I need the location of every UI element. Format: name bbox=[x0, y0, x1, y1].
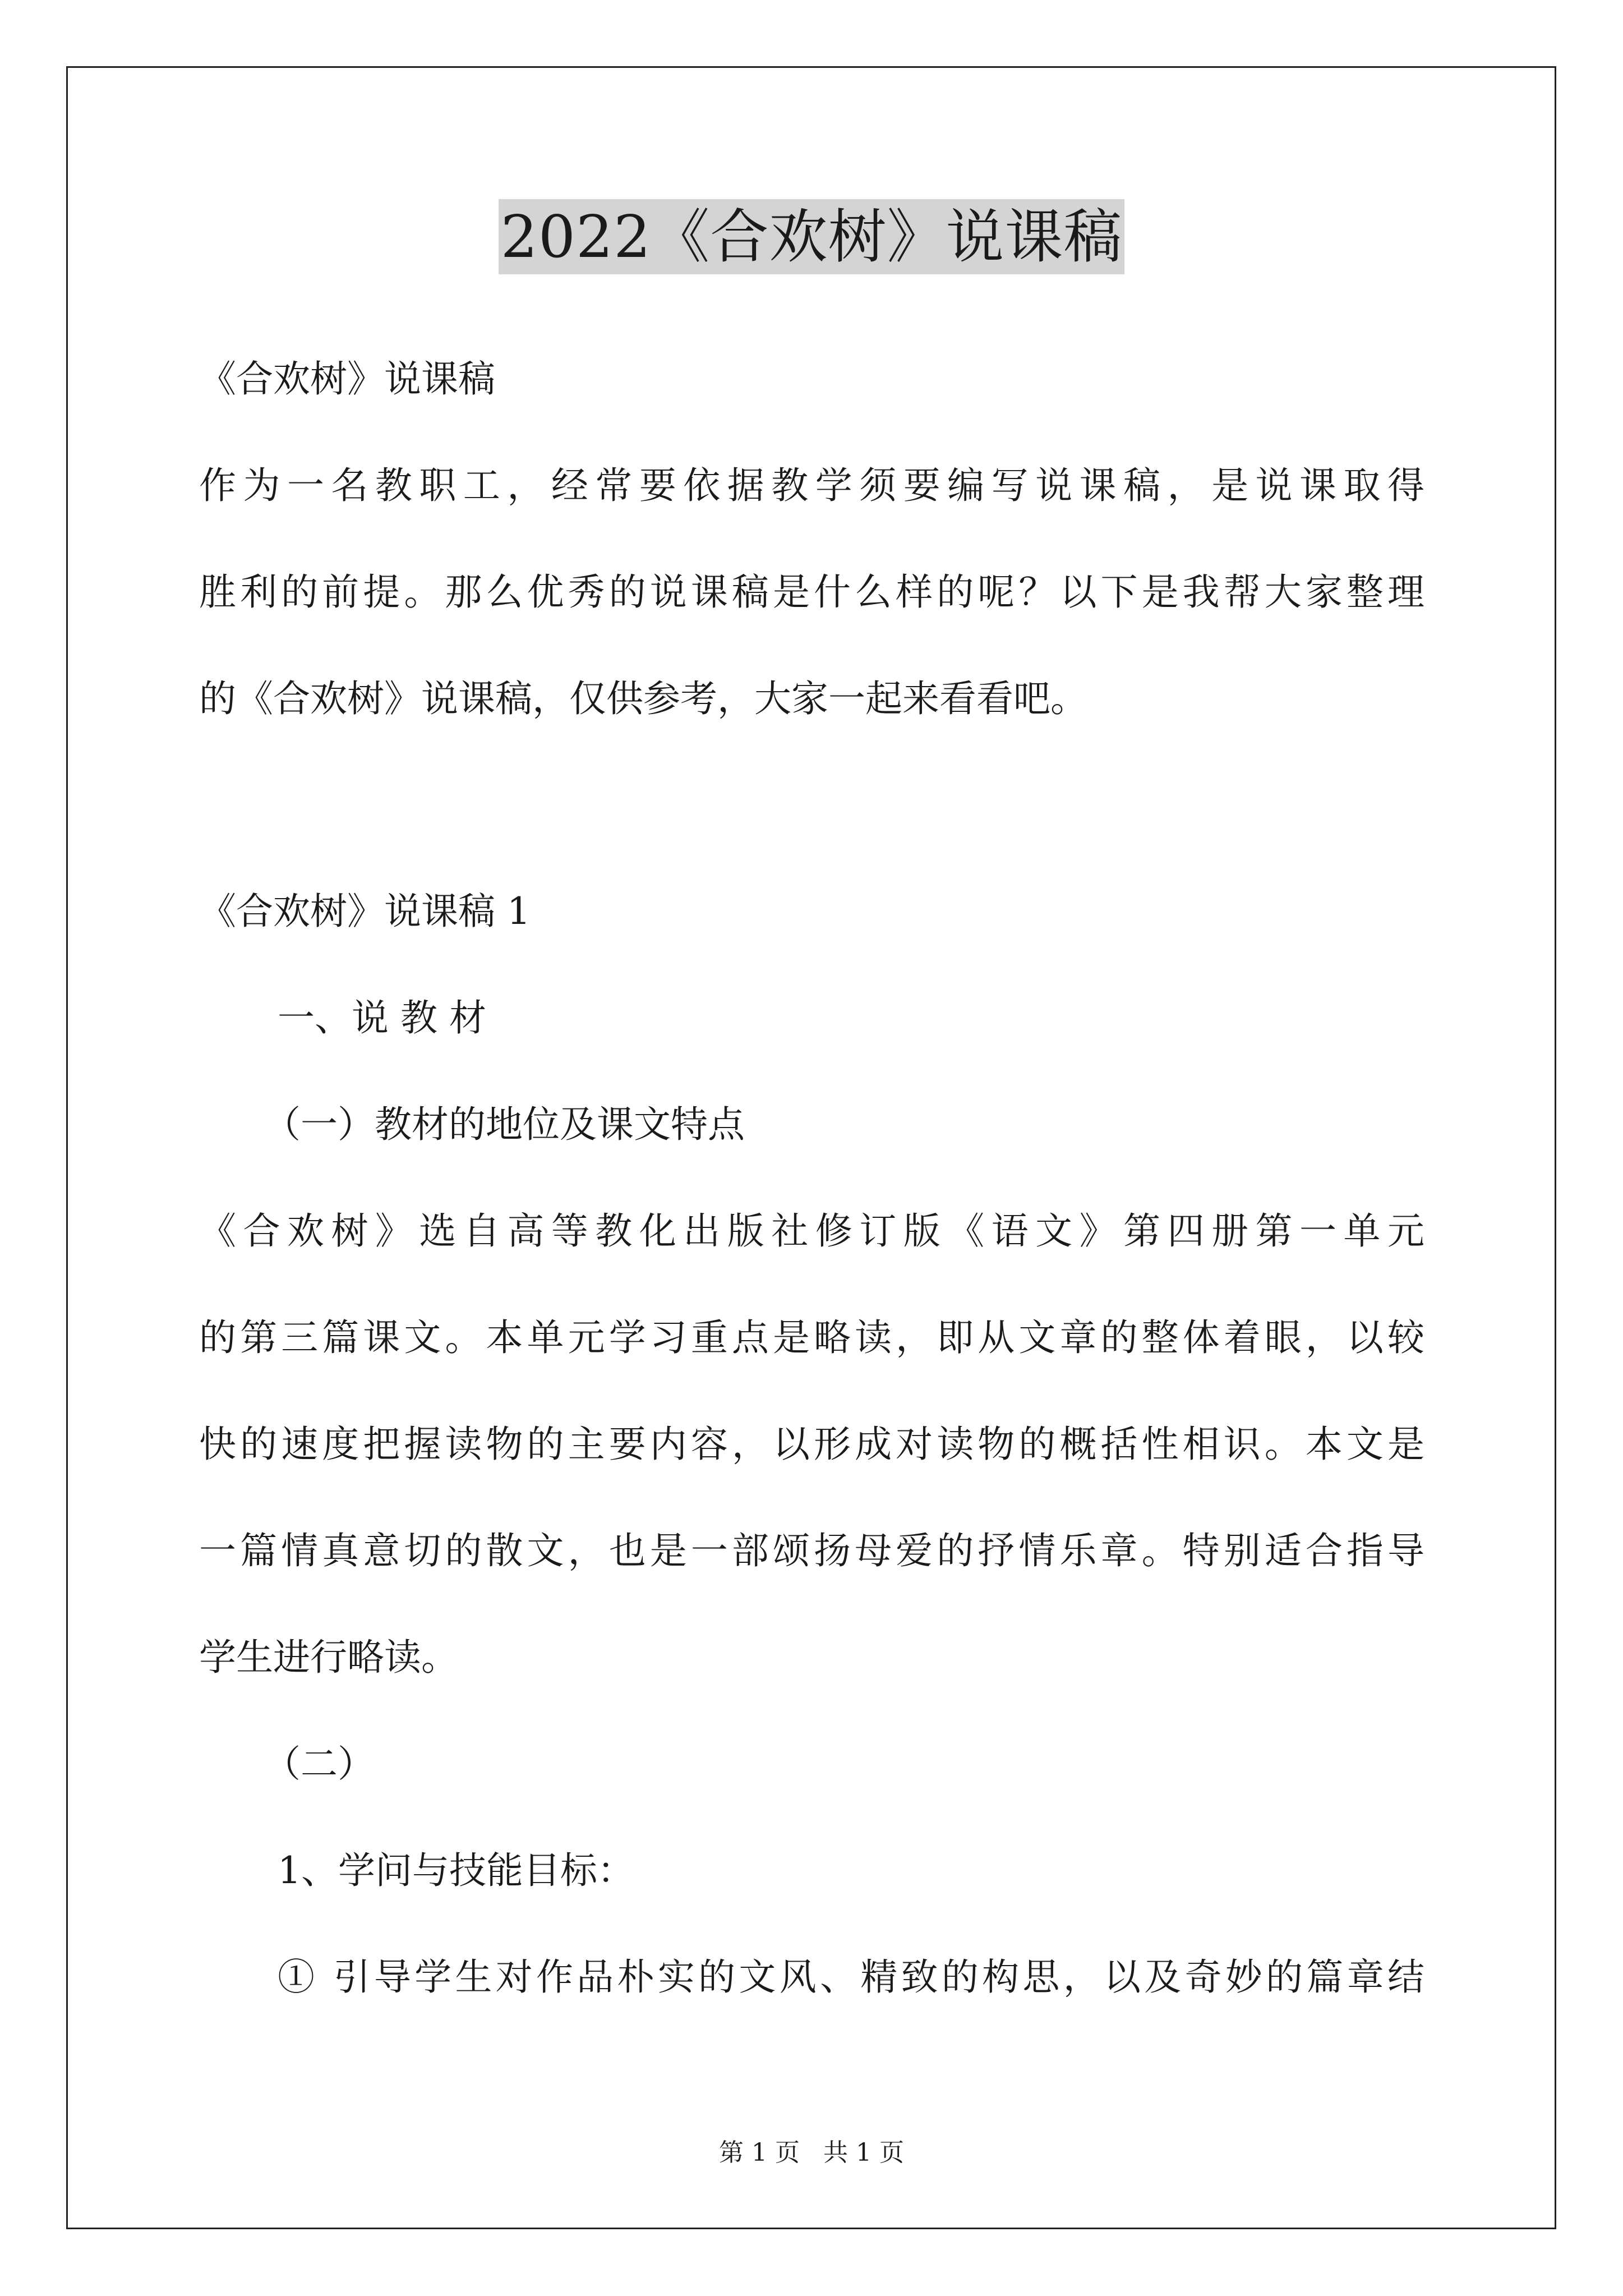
section-heading: 《合欢树》说课稿 1 bbox=[199, 890, 531, 933]
subtitle-line: 《合欢树》说课稿 bbox=[199, 357, 495, 401]
title-container bbox=[0, 199, 1623, 274]
body-line: 一篇情真意切的散文，也是一部颂扬母爱的抒情乐章。特别适合指导 bbox=[199, 1529, 1424, 1572]
body-line: 的《合欢树》说课稿，仅供参考，大家一起来看看吧。 bbox=[199, 677, 1087, 720]
section-heading: 一、说 教 材 bbox=[278, 996, 486, 1039]
page-footer bbox=[0, 2137, 1623, 2169]
body-line: 快的速度把握读物的主要内容，以形成对读物的概括性相识。本文是 bbox=[199, 1423, 1424, 1466]
page-total: 共 1 页 bbox=[823, 2138, 904, 2167]
body-line: 学生进行略读。 bbox=[199, 1636, 458, 1679]
list-heading: 1、学问与技能目标： bbox=[278, 1849, 634, 1892]
body-line: 胜利的前提。那么优秀的说课稿是什么样的呢？以下是我帮大家整理 bbox=[199, 570, 1424, 614]
page-number: 第 1 页 bbox=[719, 2138, 800, 2167]
list-item: ① 引导学生对作品朴实的文风、精致的构思，以及奇妙的篇章结 bbox=[278, 1955, 1424, 1999]
body-line: 《合欢树》选自高等教化出版社修订版《语文》第四册第一单元 bbox=[199, 1209, 1424, 1253]
subsection-heading: （二） bbox=[264, 1742, 375, 1786]
subsection-heading: （一）教材的地位及课文特点 bbox=[264, 1103, 745, 1146]
body-line: 的第三篇课文。本单元学习重点是略读，即从文章的整体着眼，以较 bbox=[199, 1316, 1424, 1359]
body-line: 作为一名教职工，经常要依据教学须要编写说课稿，是说课取得 bbox=[199, 464, 1424, 507]
document-title: 2022《合欢树》说课稿 bbox=[499, 199, 1125, 274]
